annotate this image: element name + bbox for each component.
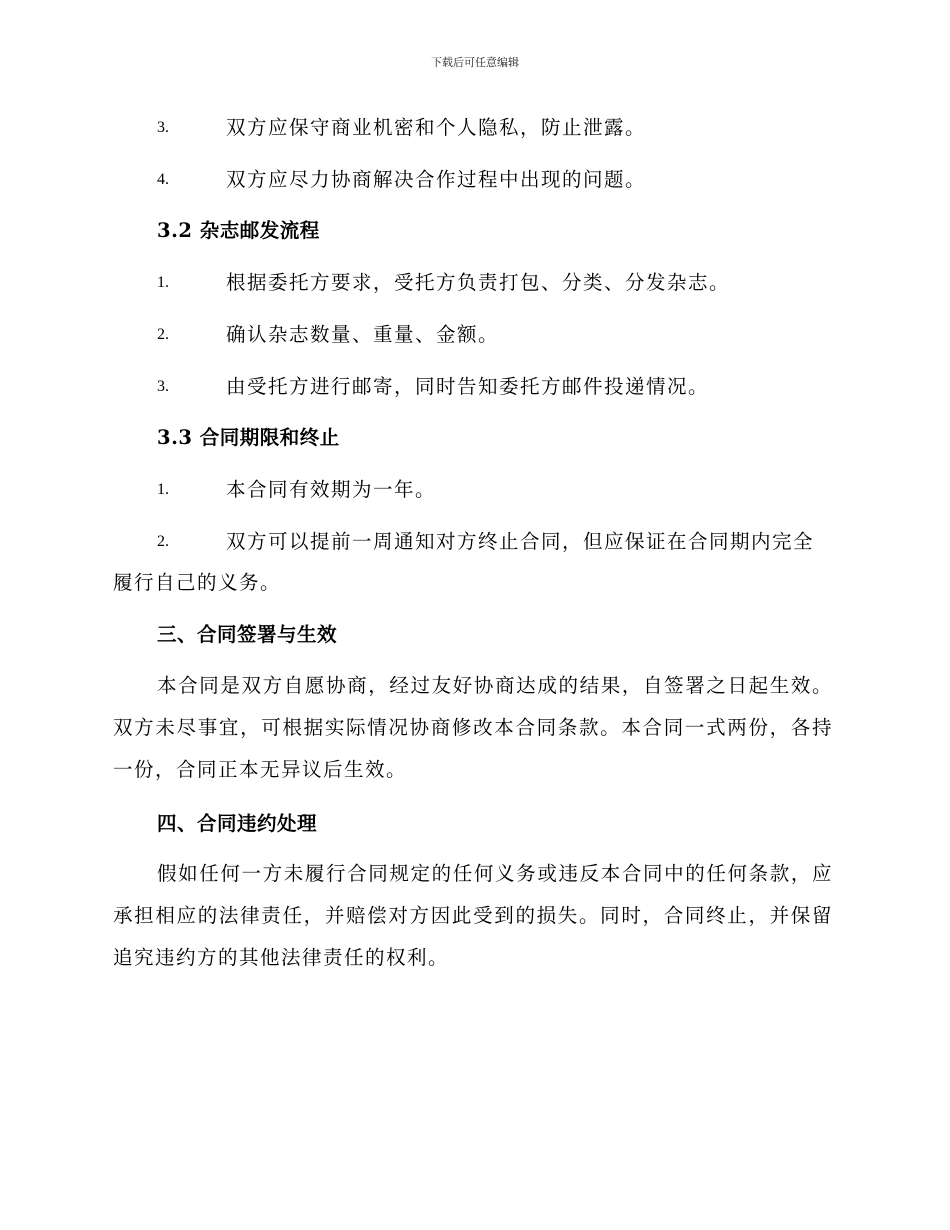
list-item-number: 3. [157,378,169,395]
list-item-text: 根据委托方要求，受托方负责打包、分类、分发杂志。 [226,271,731,294]
list-item-number: 2. [157,326,169,343]
list-item-text: 双方应保守商业机密和个人隐私，防止泄露。 [226,116,647,139]
page-header: 下载后可任意编辑 [431,56,519,69]
list-item-continuation: 履行自己的义务。 [113,571,282,594]
body-paragraph: 假如任何一方未履行合同规定的任何义务或违反本合同中的任何条款，应承担相应的法律责任，并赔偿对方因此受到的损失。同时，合同终止，并保留追究违约方的其他法律责任的权利。 [113,862,833,969]
list-item-text: 本合同有效期为一年。 [226,478,437,501]
list-item-number: 3. [157,119,169,136]
list-item-text: 确认杂志数量、重量、金额。 [226,323,500,346]
body-paragraph: 本合同是双方自愿协商，经过友好协商达成的结果，自签署之日起生效。双方未尽事宜，可根据实际情况协商修改本合同条款。本合同一式两份，各持一份，合同正本无异议后生效。 [113,674,833,781]
list-item-number: 4. [157,171,169,188]
list-item-text: 双方应尽力协商解决合作过程中出现的问题。 [226,168,647,191]
list-item-text: 双方可以提前一周通知对方终止合同，但应保证在合同期内完全 [226,530,815,553]
section-heading: 3.2 杂志邮发流程 [157,219,320,242]
list-item-text: 由受托方进行邮寄，同时告知委托方邮件投递情况。 [226,375,710,398]
section-heading: 四、合同违约处理 [157,812,318,835]
list-item-number: 1. [157,481,169,498]
section-heading: 3.3 合同期限和终止 [157,426,340,449]
list-item-number: 1. [157,274,169,291]
list-item-number: 2. [157,533,169,550]
section-heading: 三、合同签署与生效 [157,623,338,646]
